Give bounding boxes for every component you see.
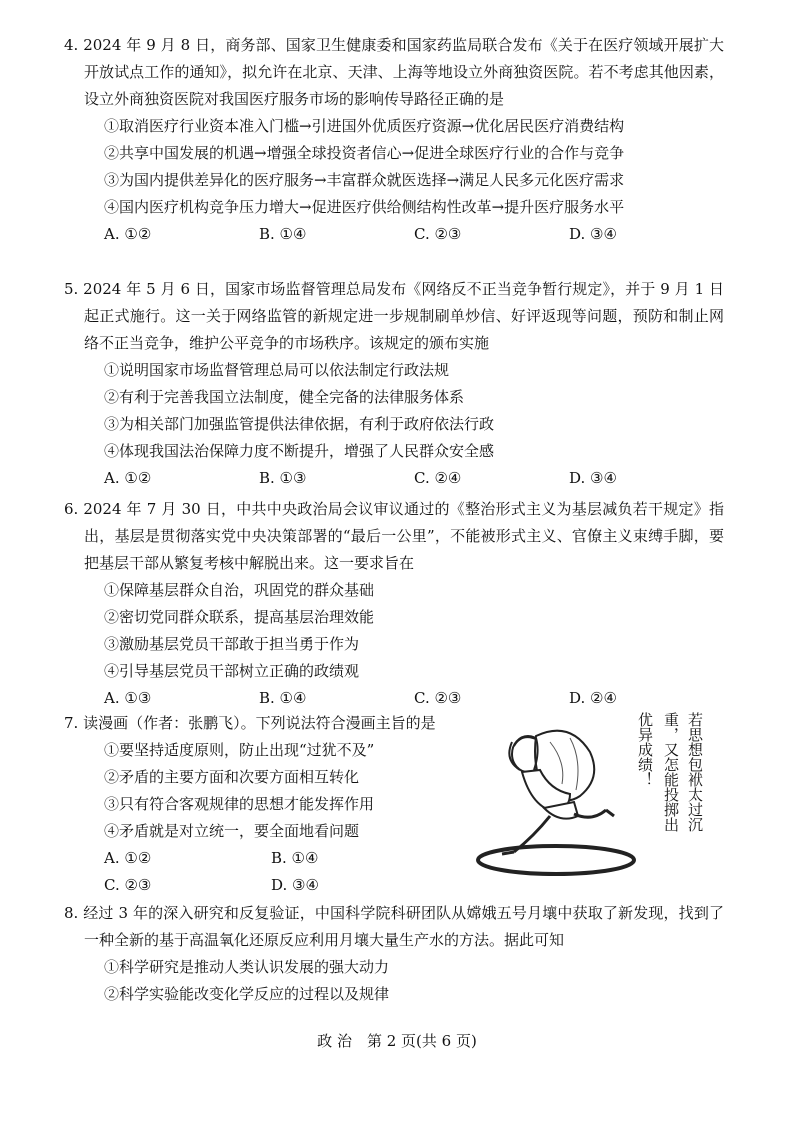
choice-c: C. ②③ <box>414 689 462 707</box>
option-2: ②共享中国发展的机遇→增强全球投资者信心→促进全球医疗行业的合作与竞争 <box>104 144 625 162</box>
question-stem: 6. 2024 年 7 月 30 日，中共中央政治局会议审议通过的《整治形式主义为基层减负若干规定》指出，基层是贯彻落实党中央决策部署的“最后一公里”，不能被形式主义、官僚主义束缚手脚，要把基层干部从繁复考核中解脱出来。这一要求旨在 <box>64 500 724 572</box>
option-1: ①科学研究是推动人类认识发展的强大动力 <box>104 958 390 976</box>
choice-a: A. ①② <box>104 849 152 867</box>
question-stem: 5. 2024 年 5 月 6 日，国家市场监督管理总局发布《网络反不正当竞争暂行规定》，并于 9 月 1 日起正式施行。这一关于网络监管的新规定进一步规制刷单炒信、好评返现等问题，预防和制止网络不正当竞争，维护公平竞争的市场秩序。该规定的颁布实施 <box>64 280 724 352</box>
choice-b: B. ①④ <box>259 689 307 707</box>
question-8 <box>64 900 724 1008</box>
choice-a: A. ①③ <box>104 689 152 707</box>
option-4: ④引导基层党员干部树立正确的政绩观 <box>104 662 360 680</box>
question-7 <box>64 710 484 899</box>
option-3: ③只有符合客观规律的思想才能发挥作用 <box>104 795 375 813</box>
option-1: ①要坚持适度原则，防止出现“过犹不及” <box>104 741 375 759</box>
comic-caption-line-3: 优异成绩！ <box>636 712 654 787</box>
question-stem: 4. 2024 年 9 月 8 日，商务部、国家卫生健康委和国家药监局联合发布《关于在医疗领域开展扩大开放试点工作的通知》，拟允许在北京、天津、上海等地设立外商独资医院。若不考虑其他因素，设立外商独资医院对我国医疗服务市场的影响传导路径正确的是 <box>64 36 724 108</box>
option-4: ④体现我国法治保障力度不断提升，增强了人民群众安全感 <box>104 442 495 460</box>
answer-choices <box>84 685 724 712</box>
option-1: ①说明国家市场监督管理总局可以依法制定行政法规 <box>104 361 450 379</box>
question-stem: 8. 经过 3 年的深入研究和反复验证，中国科学院科研团队从嫦娥五号月壤中获取了新发现，找到了一种全新的基于高温氧化还原反应利用月壤大量生产水的方法。据此可知 <box>64 904 724 949</box>
choice-c: C. ②③ <box>104 876 152 894</box>
choice-b: B. ①④ <box>271 849 319 867</box>
answer-choices <box>84 465 724 492</box>
question-6 <box>64 496 724 712</box>
comic-caption-line-1: 若思想包袱太过沉 <box>686 712 704 832</box>
option-1: ①取消医疗行业资本准入门槛→引进国外优质医疗资源→优化居民医疗消费结构 <box>104 117 625 135</box>
option-3: ③为国内提供差异化的医疗服务→丰富群众就医选择→满足人民多元化医疗需求 <box>104 171 625 189</box>
option-2: ②科学实验能改变化学反应的过程以及规律 <box>104 985 390 1003</box>
option-4: ④矛盾就是对立统一，要全面地看问题 <box>104 822 360 840</box>
answer-choices <box>84 221 724 248</box>
choice-a: A. ①② <box>104 469 152 487</box>
option-2: ②密切党同群众联系，提高基层治理效能 <box>104 608 375 626</box>
question-5 <box>64 276 724 492</box>
option-2: ②矛盾的主要方面和次要方面相互转化 <box>104 768 360 786</box>
choice-b: B. ①④ <box>259 225 307 243</box>
option-3: ③为相关部门加强监管提供法律依据，有利于政府依法行政 <box>104 415 495 433</box>
choice-b: B. ①③ <box>259 469 307 487</box>
choice-a: A. ①② <box>104 225 152 243</box>
answer-choices-row-2 <box>84 872 484 899</box>
option-1: ①保障基层群众自治，巩固党的群众基础 <box>104 581 375 599</box>
choice-c: C. ②③ <box>414 225 462 243</box>
answer-choices-row-1 <box>84 845 484 872</box>
question-stem: 7. 读漫画（作者：张鹏飞）。下列说法符合漫画主旨的是 <box>64 714 436 732</box>
choice-d: D. ③④ <box>271 876 319 894</box>
option-2: ②有利于完善我国立法制度，健全完备的法律服务体系 <box>104 388 465 406</box>
choice-c: C. ②④ <box>414 469 462 487</box>
choice-d: D. ③④ <box>569 469 617 487</box>
comic-illustration <box>474 712 706 882</box>
option-3: ③激励基层党员干部敢于担当勇于作为 <box>104 635 360 653</box>
comic-caption-line-2: 重，又怎能投掷出 <box>662 712 680 832</box>
choice-d: D. ③④ <box>569 225 617 243</box>
page-footer: 政 治 第 2 页(共 6 页) <box>317 1032 477 1050</box>
comic-drawing <box>474 712 644 882</box>
option-4: ④国内医疗机构竞争压力增大→促进医疗供给侧结构性改革→提升医疗服务水平 <box>104 198 625 216</box>
choice-d: D. ②④ <box>569 689 617 707</box>
question-4 <box>64 32 724 248</box>
